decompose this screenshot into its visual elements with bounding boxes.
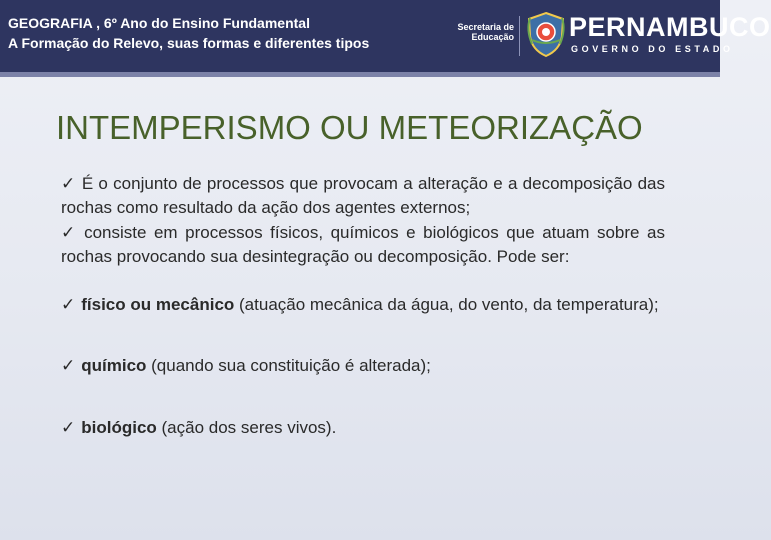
item-term: físico ou mecânico [81,295,235,315]
header-underline [0,72,720,77]
brand-name: PERNAMBUCO [569,12,771,42]
item-text: (atuação mecânica da água, do vento, da temperatura); [234,295,659,315]
slide-body [61,172,665,440]
list-item [61,172,665,221]
header-topic: A Formação do Relevo, suas formas e diferentes tipos [8,35,370,51]
list-item [61,293,665,317]
item-term: biológico [81,417,157,437]
logo-divider [519,16,520,56]
header-text [8,13,369,53]
state-seal-icon [524,10,568,58]
header-subject: GEOGRAFIA , 6º Ano do Ensino Fundamental [8,15,310,31]
list-item [61,221,665,270]
brand-subtitle: GOVERNO DO ESTADO [571,44,734,54]
checkmark-icon: ✓ [61,295,76,316]
checkmark-icon: ✓ [61,356,76,377]
checkmark-icon: ✓ [61,417,76,438]
list-item [61,416,665,440]
slide-header [0,0,771,72]
item-text: consiste em processos físicos, químicos e biológicos que atuam sobre as rochas provocando sua desintegração ou decomposição. Pode ser: [61,222,665,266]
list-item [61,354,665,378]
slide-title: INTEMPERISMO OU METEORIZAÇÃO [56,109,643,146]
checkmark-icon: ✓ [61,174,76,194]
secretaria-label: Secretaria de Educação [457,22,514,42]
item-term: químico [81,356,147,376]
checkmark-icon: ✓ [61,222,79,243]
item-text: (ação dos seres vivos). [156,417,337,437]
item-text: É o conjunto de processos que provocam a alteração e a decomposição das rochas como resultado da ação dos agentes externos; [61,174,665,218]
item-text: (quando sua constituição é alterada); [146,356,431,376]
